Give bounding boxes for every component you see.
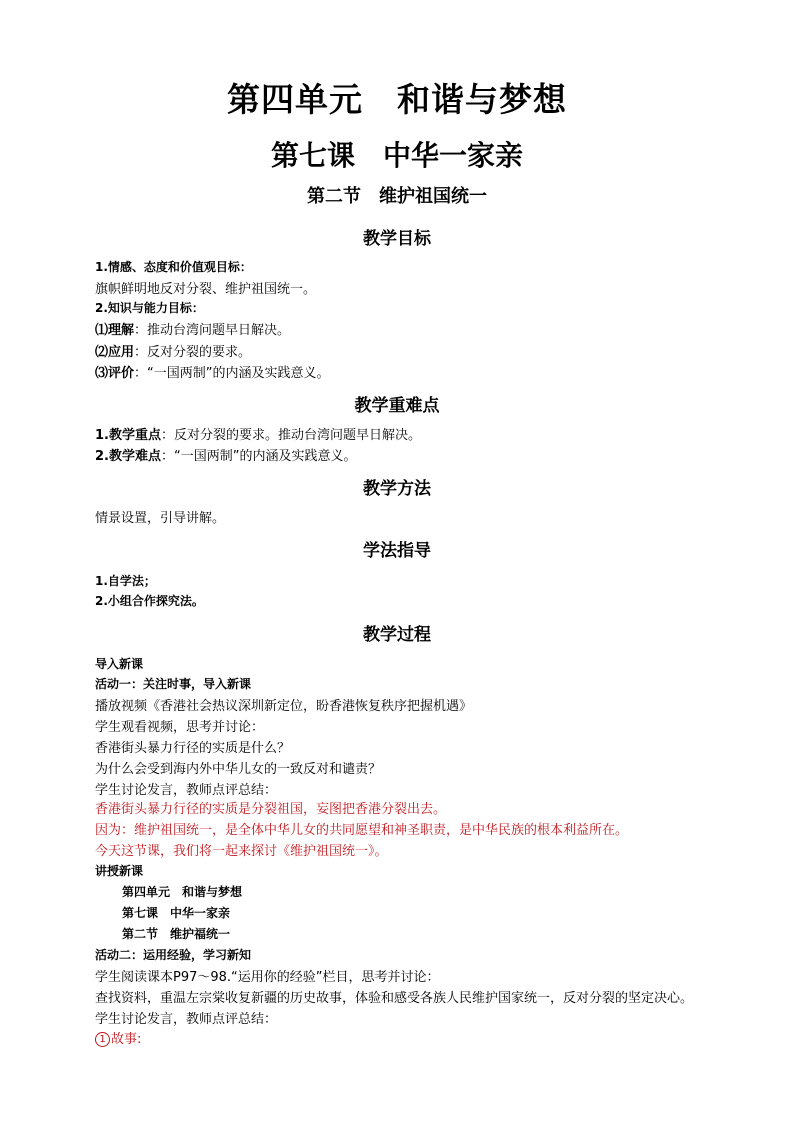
activity-1-line-2: 学生观看视频，思考并讨论： [95,720,265,735]
goals-line-1-label: 1.情感、态度和价值观目标： [95,260,252,274]
activity-2-answer-1 [95,1028,141,1047]
activity-2-answer-1-text: 故事: [111,1032,142,1047]
goals-point-3-label: ⑶评价 [95,366,135,381]
keypoint-2-text: ：“一国两制”的内涵及实践意义。 [160,449,357,464]
goals-point-2-text: ：反对分裂的要求。 [134,345,252,360]
method-heading: 教学方法 [363,479,431,499]
keypoint-1 [95,424,421,443]
guide-line-2: 2.小组合作探究法。 [95,594,204,608]
teach-sub-1: 第四单元 和谐与梦想 [122,885,243,899]
activity-2-line-3: 学生讨论发言，教师点评总结： [95,1012,278,1027]
activity-1-title: 活动一：关注时事，导入新课 [95,677,252,691]
activity-1-answer-3: 今天这节课，我们将一起来探讨《维护祖国统一》。 [95,844,388,859]
activity-1-line-1: 播放视频《香港社会热议深圳新定位，盼香港恢复秩序把握机遇》 [95,699,473,714]
guide-heading: 学法指导 [363,541,431,561]
activity-1-line-4: 为什么会受到海内外中华儿女的一致反对和谴责？ [95,762,382,777]
lesson-title: 第七课 中华一家亲 [270,139,523,172]
teach-sub-2: 第七课 中华一家亲 [122,906,231,920]
goals-point-2 [95,341,251,360]
goals-point-2-label: ⑵应用 [95,345,135,360]
activity-1-line-5: 学生讨论发言，教师点评总结： [95,783,278,798]
keypoints-heading: 教学重难点 [354,396,440,416]
activity-1-line-3: 香港街头暴力行径的实质是什么？ [95,741,291,756]
guide-line-1: 1.自学法； [95,574,156,588]
goals-point-1-text: ：推动台湾问题早日解决。 [134,323,291,338]
keypoint-2-label: 2.教学难点 [95,449,161,464]
goals-line-2-label: 2.知识与能力目标： [95,301,204,315]
keypoint-2 [95,445,356,464]
keypoint-1-label: 1.教学重点 [95,428,161,443]
circled-number: 1 [95,1032,110,1047]
activity-2-title: 活动二：运用经验，学习新知 [95,948,252,962]
goals-line-1-text: 旗帜鲜明地反对分裂、维护祖国统一。 [95,282,317,297]
teach-label: 讲授新课 [95,864,144,878]
keypoint-1-text: ：反对分裂的要求。推动台湾问题早日解决。 [160,428,421,443]
goals-point-3 [95,362,330,381]
activity-1-answer-1: 香港街头暴力行径的实质是分裂祖国，妄图把香港分裂出去。 [95,802,447,817]
method-text: 情景设置，引导讲解。 [95,511,226,526]
unit-title: 第四单元 和谐与梦想 [227,80,567,119]
activity-2-line-1: 学生阅读课本P97～98.“运用你的经验”栏目，思考并讨论： [95,970,440,985]
activity-1-answer-2: 因为：维护祖国统一，是全体中华儿女的共同愿望和神圣职责，是中华民族的根本利益所在。 [95,823,629,838]
intro-label: 导入新课 [95,657,144,671]
activity-2-line-2: 查找资料，重温左宗棠收复新疆的历史故事，体验和感受各族人民维护国家统一，反对分裂的坚定决心。 [95,991,694,1006]
goals-heading: 教学目标 [363,229,431,249]
process-heading: 教学过程 [363,625,431,645]
section-title: 第二节 维护祖国统一 [307,186,487,207]
goals-point-1-label: ⑴理解 [95,323,135,338]
goals-point-1 [95,319,290,338]
teach-sub-3: 第二节 维护福统一 [122,927,231,941]
goals-point-3-text: ：“一国两制”的内涵及实践意义。 [134,366,330,381]
